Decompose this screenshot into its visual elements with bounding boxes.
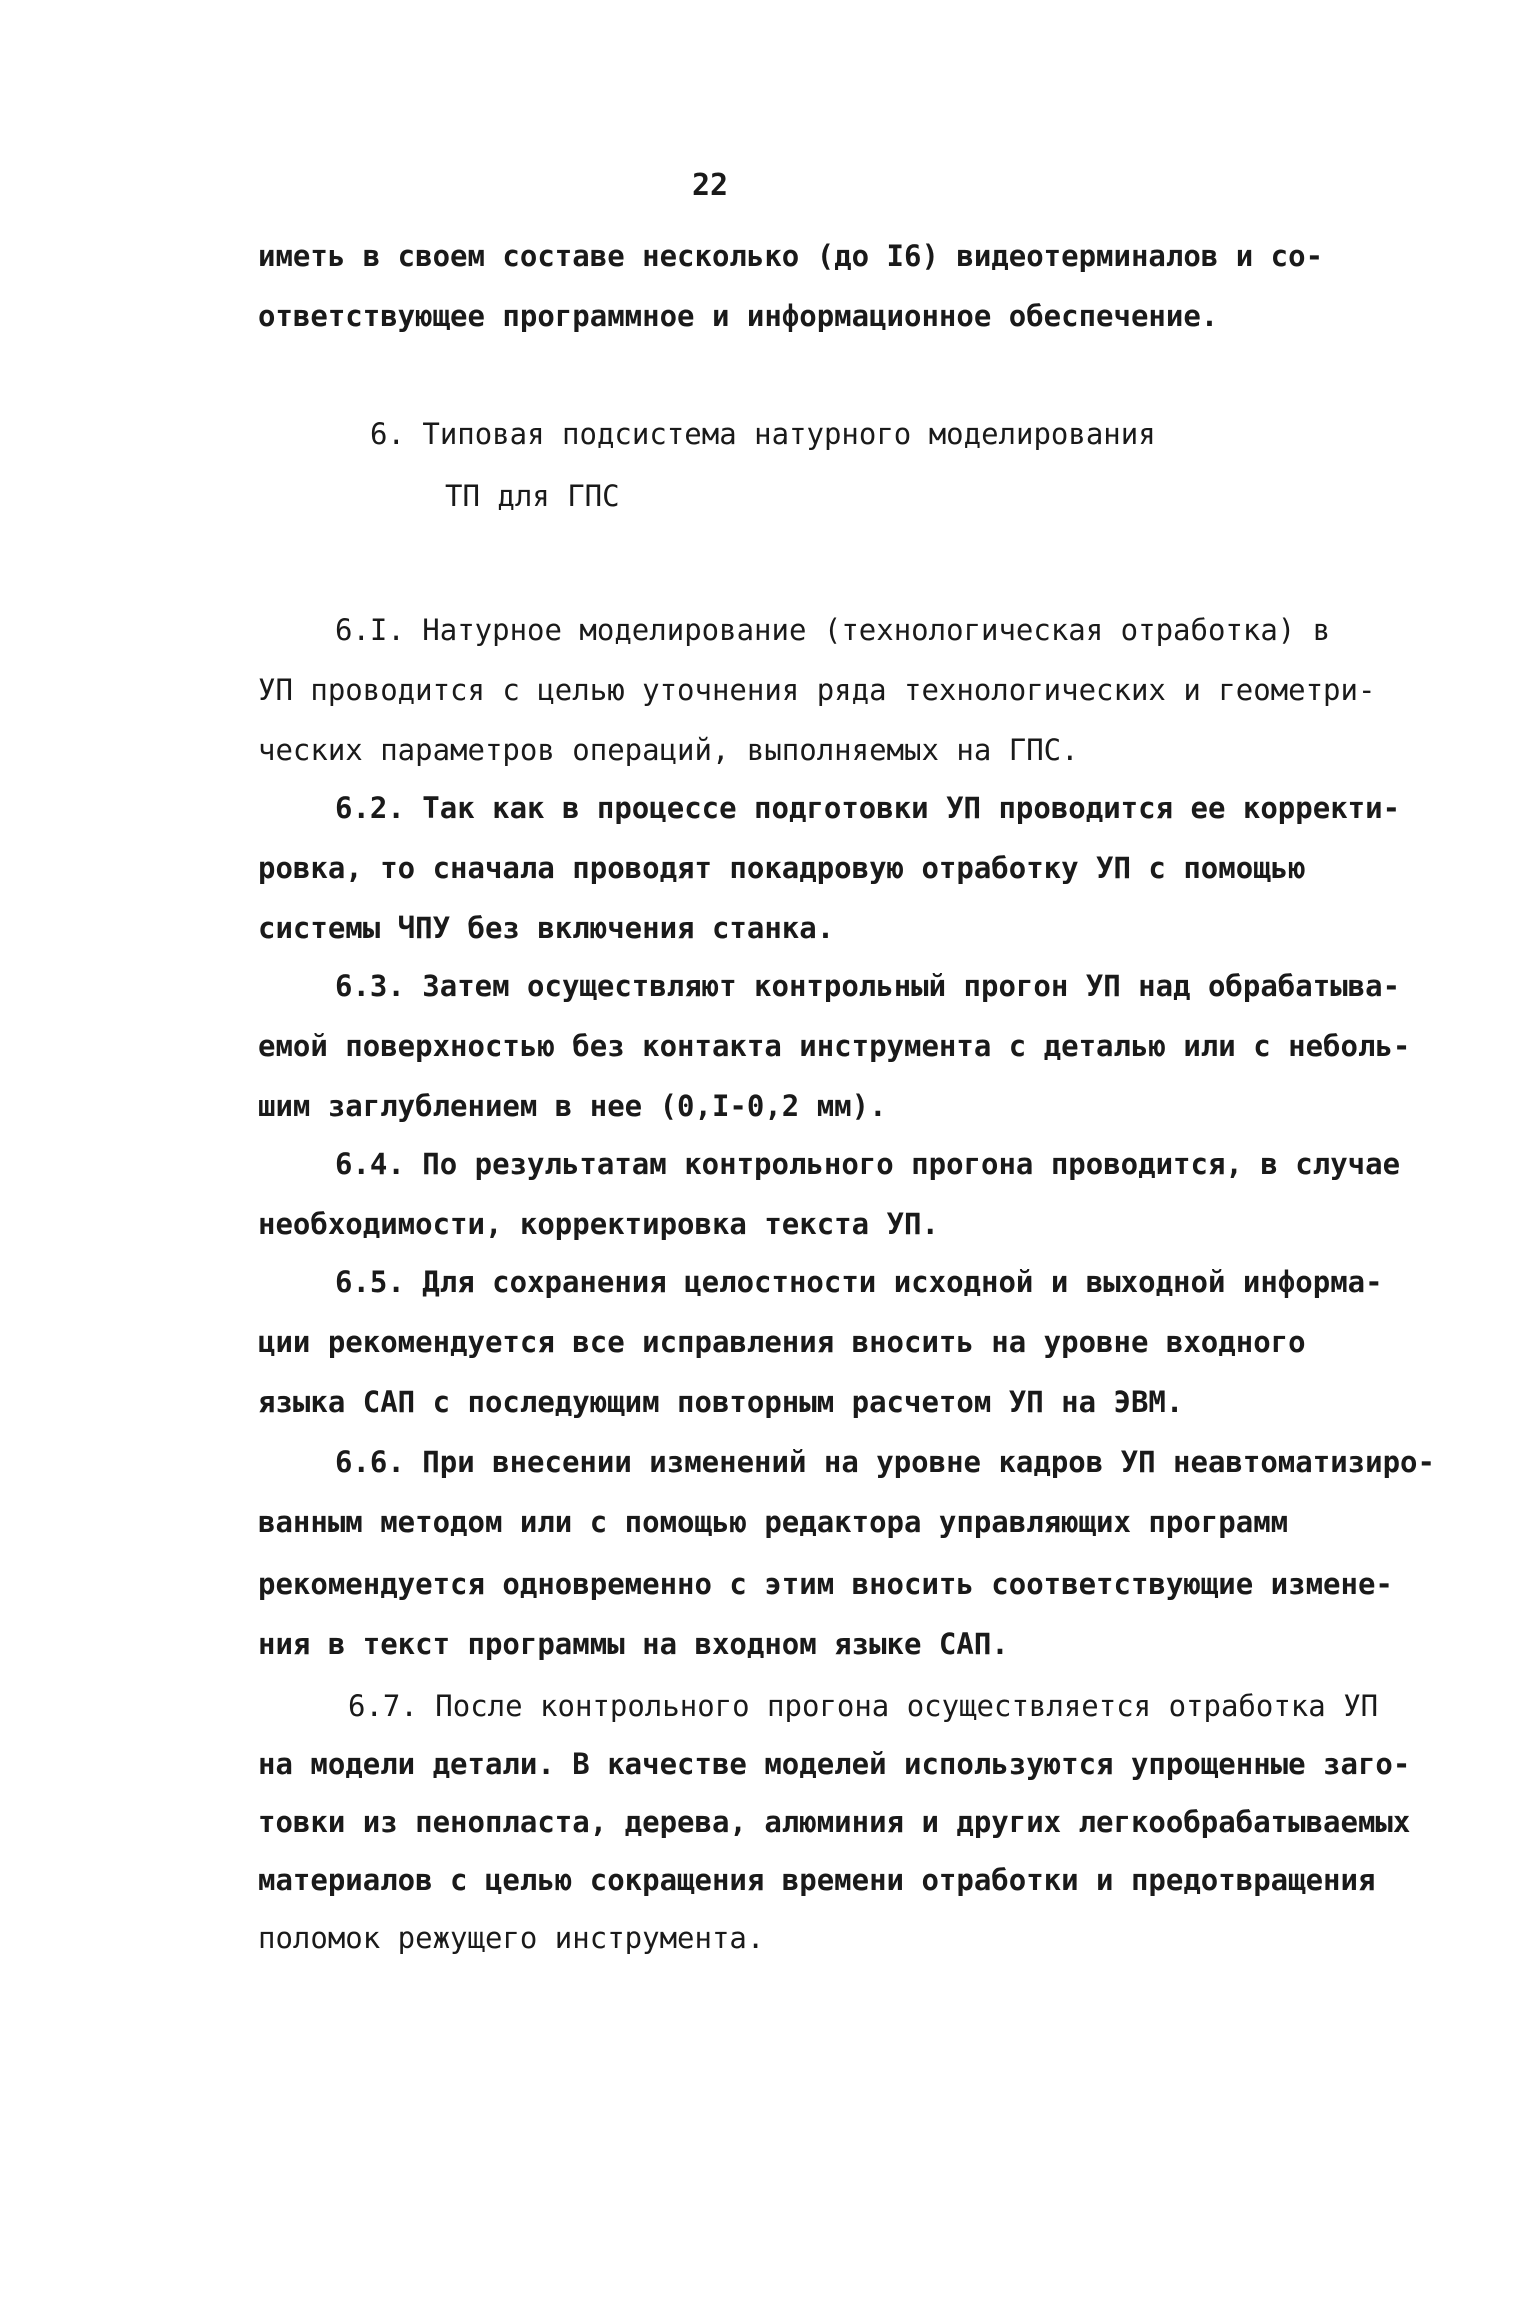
paragraph-line: ния в текст программы на входном языке САП.: [258, 1627, 1009, 1661]
paragraph-line: емой поверхностью без контакта инструмента с деталью или с неболь-: [258, 1029, 1411, 1063]
paragraph-line: рекомендуется одновременно с этим вносить соответствующие измене-: [258, 1567, 1393, 1601]
intro-line: ответствующее программное и информационное обеспечение.: [258, 299, 1219, 333]
paragraph-line: 6.I. Натурное моделирование (технологическая отработка) в: [335, 613, 1331, 647]
paragraph-line: 6.4. По результатам контрольного прогона проводится, в случае: [335, 1147, 1401, 1181]
paragraph-line: языка САП с последующим повторным расчетом УП на ЭВМ.: [258, 1385, 1184, 1419]
paragraph-line: ции рекомендуется все исправления вносить на уровне входного: [258, 1325, 1306, 1359]
paragraph-line: ванным методом или с помощью редактора управляющих программ: [258, 1505, 1289, 1539]
paragraph-line: 6.5. Для сохранения целостности исходной и выходной информа-: [335, 1265, 1383, 1299]
paragraph-line: 6.6. При внесении изменений на уровне кадров УП неавтоматизиро-: [335, 1445, 1435, 1479]
paragraph-line: товки из пенопласта, дерева, алюминия и других легкообрабатываемых: [258, 1805, 1411, 1839]
paragraph-line: 6.3. Затем осуществляют контрольный прогон УП над обрабатыва-: [335, 969, 1401, 1003]
paragraph-line: ровка, то сначала проводят покадровую отработку УП с помощью: [258, 851, 1306, 885]
intro-line: иметь в своем составе несколько (до I6) видеотерминалов и со-: [258, 239, 1324, 273]
paragraph-line: материалов с целью сокращения времени отработки и предотвращения: [258, 1863, 1376, 1897]
paragraph-line: системы ЧПУ без включения станка.: [258, 911, 835, 945]
paragraph-line: поломок режущего инструмента.: [258, 1921, 765, 1955]
paragraph-line: УП проводится с целью уточнения ряда технологических и геометри-: [258, 673, 1376, 707]
paragraph-line: ческих параметров операций, выполняемых на ГПС.: [258, 733, 1079, 767]
paragraph-line: на модели детали. В качестве моделей используются упрощенные заго-: [258, 1747, 1411, 1781]
paragraph-line: шим заглублением в нее (0,I-0,2 мм).: [258, 1089, 887, 1123]
paragraph-line: 6.7. После контрольного прогона осуществляется отработка УП: [348, 1689, 1379, 1723]
section-title-cont: ТП для ГПС: [445, 479, 620, 513]
page-number: 22: [691, 168, 729, 203]
paragraph-line: 6.2. Так как в процессе подготовки УП проводится ее корректи-: [335, 791, 1401, 825]
paragraph-line: необходимости, корректировка текста УП.: [258, 1207, 939, 1241]
section-title: 6. Типовая подсистема натурного моделирования: [370, 417, 1156, 451]
